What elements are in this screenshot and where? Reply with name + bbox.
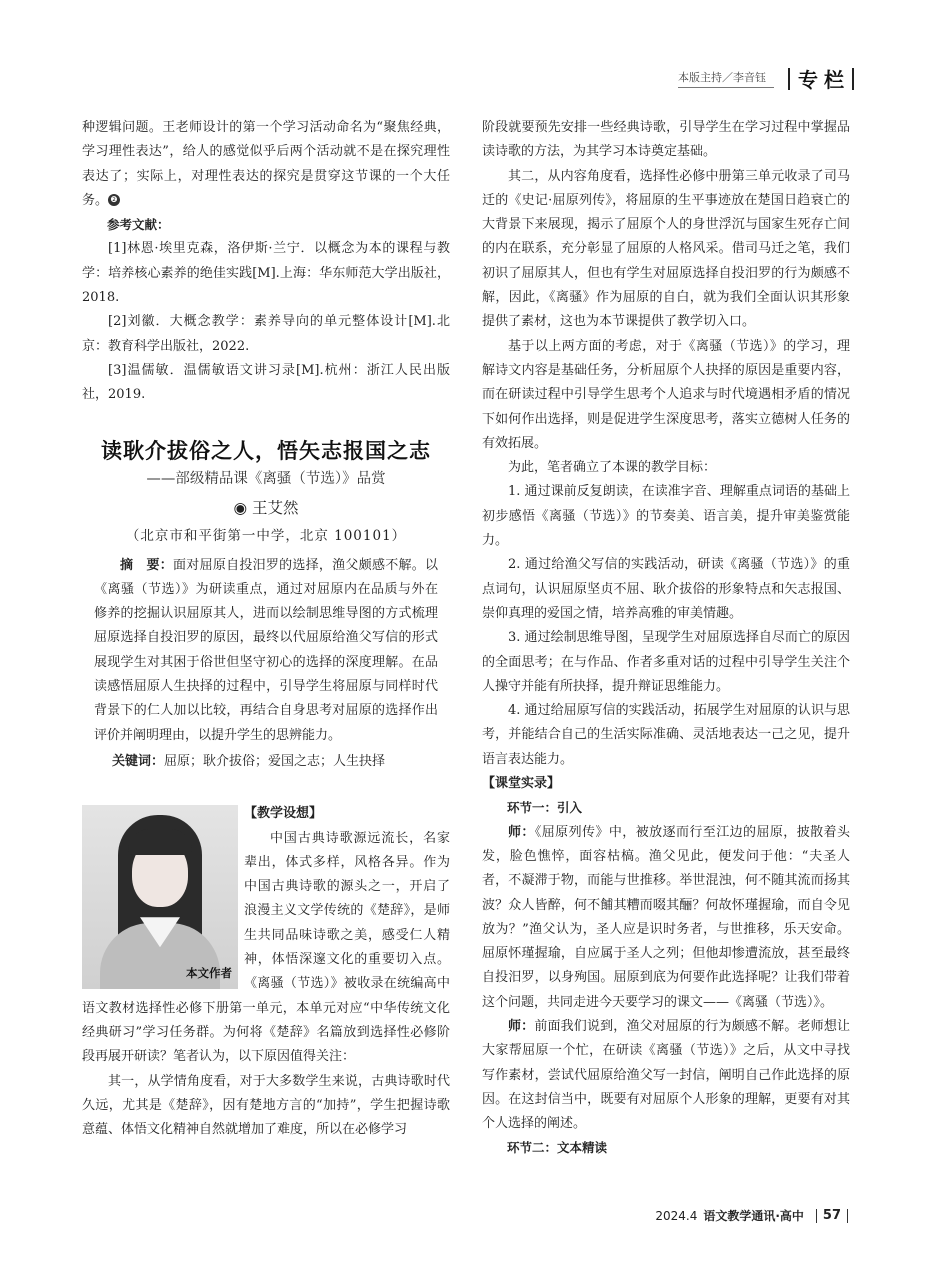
reference-item: [2]刘徽．大概念教学：素养导向的单元整体设计[M].北京：教育科学出版社，2022. <box>82 314 450 354</box>
body-paragraph: 阶段就要预先安排一些经典诗歌，引导学生在学习过程中掌握品读诗歌的方法，为其学习本诗奠定基础。 <box>482 120 850 160</box>
issue-label: 2024.4 <box>655 1208 698 1223</box>
section-heading-record: 【课堂实录】 <box>482 776 561 792</box>
column-name: 专栏 <box>798 68 850 92</box>
body-paragraph: 为此，笔者确立了本课的教学目标： <box>508 460 717 476</box>
author-affiliation: （北京市和平街第一中学，北京 100101） <box>125 527 407 544</box>
reference-item: [1]林恩·埃里克森，洛伊斯·兰宁．以概念为本的课程与教学：培养核心素养的绝佳实践[M].上海：华东师范大学出版社，2018. <box>82 241 450 306</box>
article-author: ◉ 王艾然 <box>233 498 299 517</box>
keywords <box>82 750 450 774</box>
keywords-text: 屈原；耿介拔俗；爱国之志；人生抉择 <box>164 753 386 769</box>
keywords-label: 关键词： <box>112 753 165 769</box>
abstract-text: 面对屈原自投汨罗的选择，渔父颇感不解。以《离骚（节选）》为研读重点，通过对屈原内在品质与外在修养的挖掘认识屈原其人，进而以绘制思维导图的方式梳理屈原选择自投汨罗的原因，最终以代屈原给渔父写信的形式展现学生对其困于俗世但坚守初心的选择的深度理解。在品读感悟屈原人生抉择的过程中，引导学生将屈原与同样时代背景下的仁人加以比较，再结合自身思考对屈原的选择作出评价并阐明理由，以提升学生的思辨能力。 <box>94 557 438 743</box>
footer-divider <box>816 1209 817 1223</box>
page-footer <box>655 1207 854 1224</box>
intro-section <box>82 802 450 1142</box>
body-paragraph: 基于以上两方面的考虑，对于《离骚（节选）》的学习，理解诗文内容是基础任务，分析屈原个人抉择的原因是重要内容，而在研读过程中引导学生思考个人追求与时代境遇相矛盾的情况下如何作出选择，则是促进学生深度思考，落实立德树人任务的有效拓展。 <box>482 338 850 451</box>
goal-item: 2. 通过给渔父写信的实践活动，研读《离骚（节选）》的重点词句，认识屈原坚贞不屈、耿介拔俗的形象特点和矢志报国、崇仰真理的爱国之情，培养高雅的审美情趣。 <box>482 557 850 621</box>
article-end-mark: ❷ <box>108 194 120 206</box>
intro-paragraph: 中国古典诗歌源远流长，名家辈出，体式多样，风格各异。作为中国古典诗歌的源头之一，开启了浪漫主义文学传统的《楚辞》，是师生共同品味诗歌之美，感受仁人精神，体悟深邃文化的重要切入点。《离骚（节选）》被收录在统编高中语文教材选择性必修下册第一单元，本单元对应“中华传统文化经典研习”学习任务群。为何将《楚辞》名篇放到选择性必修阶段再展开研读？笔者认为，以下原因值得关注： <box>82 830 450 1065</box>
speaker-label: 师： <box>508 1018 535 1034</box>
right-column <box>482 116 850 1161</box>
continued-paragraph: 种逻辑问题。王老师设计的第一个学习活动命名为“聚焦经典，学习理性表达”，给人的感觉似乎后两个活动就不是在探究理性表达了；实际上，对理性表达的探究是贯穿这节课的一个大任务。 ❷ <box>82 120 450 208</box>
step-heading: 环节一：引入 <box>507 800 583 816</box>
reference-item: [3]温儒敏．温儒敏语文讲习录[M].杭州：浙江人民出版社，2019. <box>82 362 450 403</box>
reason-paragraph: 其一，从学情角度看，对于大多数学生来说，古典诗歌时代久远，尤其是《楚辞》，因有楚地方言的“加持”，学生把握诗歌意蕴、体悟文化精神自然就增加了难度，所以在必修学习 <box>82 1073 450 1138</box>
goal-item: 1. 通过课前反复朗读，在读准字音、理解重点词语的基础上初步感悟《离骚（节选）》的节奏美、语言美，提升审美鉴赏能力。 <box>482 484 850 549</box>
body-paragraph: 其二，从内容角度看，选择性必修中册第三单元收录了司马迁的《史记·屈原列传》，将屈原的生平事迹放在楚国日趋衰亡的大背景下来展现，揭示了屈原个人的身世浮沉与国家生死存亡间的内在联系，充分彰显了屈原的人格风采。借司马迁之笔，我们初识了屈原其人，但也有学生对屈原选择自投汨罗的行为颇感不解，因此，《离骚》作为屈原的自白，就为我们全面认识其形象提供了素材，这也为本节课提供了教学切入口。 <box>482 168 850 330</box>
header-divider-right <box>852 68 854 90</box>
column-host: 本版主持／李音钰 <box>678 69 774 88</box>
page-header <box>678 64 854 93</box>
photo-caption: 本文作者 <box>186 965 232 980</box>
dialogue-paragraph: 师：前面我们说到，渔父对屈原的行为颇感不解。老师想让大家帮屈原一个忙，在研读《离骚（节选）》之后，从文中寻找写作素材，尝试代屈原给渔父写一封信，阐明自己作此选择的原因。在这封信当中，既要有对屈原个人形象的理解，更要有对其个人选择的阐述。 <box>482 1018 850 1132</box>
abstract <box>82 554 450 748</box>
section-heading-design: 【教学设想】 <box>244 806 323 822</box>
article-title: 读耿介拔俗之人，悟矢志报国之志 <box>101 437 431 463</box>
article-header <box>82 436 450 550</box>
author-photo <box>82 805 238 989</box>
publication-name: 语文教学通讯·高中 <box>703 1209 804 1223</box>
left-column <box>82 116 450 1142</box>
speaker-label: 师： <box>508 824 535 840</box>
references-heading: 参考文献： <box>107 217 170 233</box>
abstract-label: 摘 要： <box>120 557 174 573</box>
page-number: 57 <box>822 1208 841 1223</box>
footer-divider-end <box>847 1209 848 1223</box>
dialogue-paragraph: 师：《屈原列传》中，被放逐而行至江边的屈原，披散着头发，脸色憔悴，面容枯槁。渔父见此，便发问于他：“夫圣人者，不凝滞于物，而能与世推移。举世混浊，何不随其流而扬其波？众人皆醉，何不餔其糟而啜其酾？何故怀瑾握瑜，而自令见放为？”渔父认为，圣人应是识时务者，与世推移，乐天安命。屈原怀瑾握瑜，自应属于圣人之列；但他却惨遭流放，甚至最终自投汨罗，以身殉国。屈原到底为何要作此选择呢？让我们带着这个问题，共同走进今天要学习的课文——《离骚（节选）》。 <box>482 824 850 1010</box>
step-heading: 环节二：文本精读 <box>507 1140 608 1156</box>
article-subtitle: ——部级精品课《离骚（节选）》品赏 <box>146 470 386 487</box>
goal-item: 4. 通过给屈原写信的实践活动，拓展学生对屈原的认识与思考，并能结合自己的生活实际准确、灵活地表达一己之见，提升语言表达能力。 <box>482 703 850 767</box>
goal-item: 3. 通过绘制思维导图，呈现学生对屈原选择自尽而亡的原因的全面思考；在与作品、作者多重对话的过程中引导学生关注个人操守并能有所抉择，提升辩证思维能力。 <box>482 630 850 694</box>
